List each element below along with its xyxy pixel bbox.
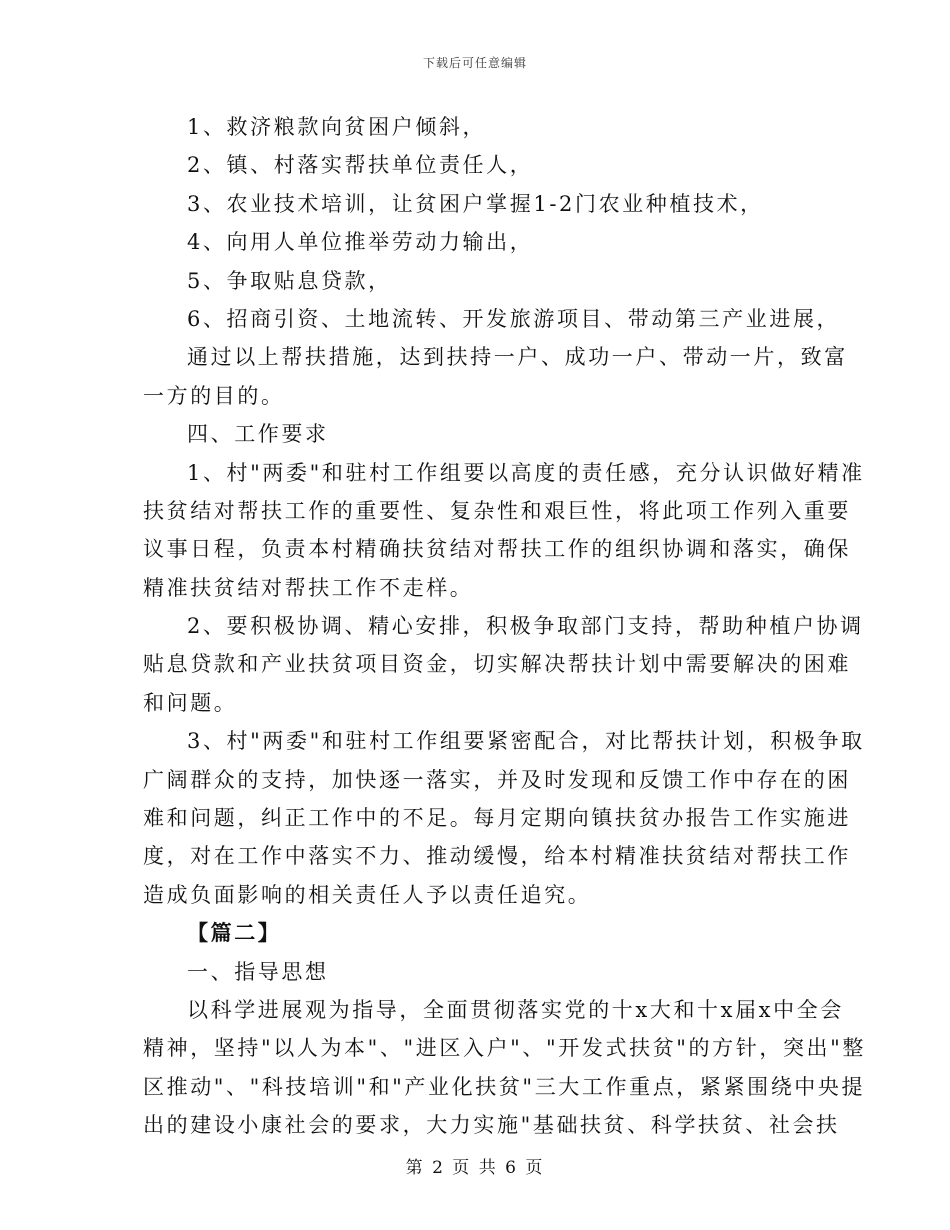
text-line: 4、向用人单位推举劳动力输出， bbox=[187, 230, 534, 255]
text-line: 以科学进展观为指导，全面贯彻落实党的十x大和十x届x中全会 bbox=[187, 997, 844, 1022]
text-line: 四、工作要求 bbox=[187, 422, 329, 447]
footer-current-page: 2 bbox=[432, 1158, 445, 1178]
footer-middle: 页 共 bbox=[452, 1158, 498, 1178]
page-header: 下载后可任意编辑 bbox=[422, 56, 527, 70]
text-line: 出的建设小康社会的要求，大力实施"基础扶贫、科学扶贫、社会扶 bbox=[143, 1113, 840, 1138]
text-line: 贴息贷款和产业扶贫项目资金，切实解决帮扶计划中需要解决的困难 bbox=[143, 652, 851, 677]
text-line: 通过以上帮扶措施，达到扶持一户、成功一户、带动一片，致富 bbox=[187, 345, 848, 370]
document-body bbox=[143, 108, 867, 1145]
footer-total-pages: 6 bbox=[505, 1158, 518, 1178]
page-footer bbox=[0, 1153, 950, 1178]
text-line: 6、招商引资、土地流转、开发旅游项目、带动第三产业进展， bbox=[187, 306, 841, 331]
text-line: 精神，坚持"以人为本"、"进区入户"、"开发式扶贫"的方针，突出"整 bbox=[143, 1036, 867, 1061]
text-line: 3、农业技术培训，让贫困户掌握1-2门农业种植技术， bbox=[187, 191, 764, 216]
text-line: 区推动"、"科技培训"和"产业化扶贫"三大工作重点，紧紧围绕中央提 bbox=[143, 1074, 866, 1099]
text-line: 造成负面影响的相关责任人予以责任追究。 bbox=[143, 882, 592, 907]
footer-suffix: 页 bbox=[525, 1158, 545, 1178]
text-line: 和问题。 bbox=[143, 690, 238, 715]
text-line: 3、村"两委"和驻村工作组要紧密配合，对比帮扶计划，积极争取 bbox=[187, 729, 865, 754]
footer-prefix: 第 bbox=[405, 1158, 425, 1178]
text-line: 广阔群众的支持，加快逐一落实，并及时发现和反馈工作中存在的困 bbox=[143, 767, 851, 792]
text-line: 难和问题，纠正工作中的不足。每月定期向镇扶贫办报告工作实施进 bbox=[143, 806, 851, 831]
text-line: 5、争取贴息贷款， bbox=[187, 268, 392, 293]
text-line: 2、镇、村落实帮扶单位责任人， bbox=[187, 153, 534, 178]
text-line: 精准扶贫结对帮扶工作不走样。 bbox=[143, 575, 474, 600]
text-line: 一方的目的。 bbox=[143, 383, 285, 408]
text-line: 1、救济粮款向贫困户倾斜， bbox=[187, 115, 487, 139]
text-line: 度，对在工作中落实不力、推动缓慢，给本村精准扶贫结对帮扶工作 bbox=[143, 844, 851, 869]
text-line: 一、指导思想 bbox=[187, 959, 329, 984]
text-line: 2、要积极协调、精心安排，积极争取部门支持，帮助种植户协调 bbox=[187, 614, 864, 639]
text-line: 1、村"两委"和驻村工作组要以高度的责任感，充分认识做好精准 bbox=[187, 460, 865, 485]
text-line: 扶贫结对帮扶工作的重要性、复杂性和艰巨性，将此项工作列入重要 bbox=[143, 498, 851, 523]
text-line: 议事日程，负责本村精确扶贫结对帮扶工作的组织协调和落实，确保 bbox=[143, 537, 851, 562]
text-line: 【篇二】 bbox=[187, 920, 282, 946]
